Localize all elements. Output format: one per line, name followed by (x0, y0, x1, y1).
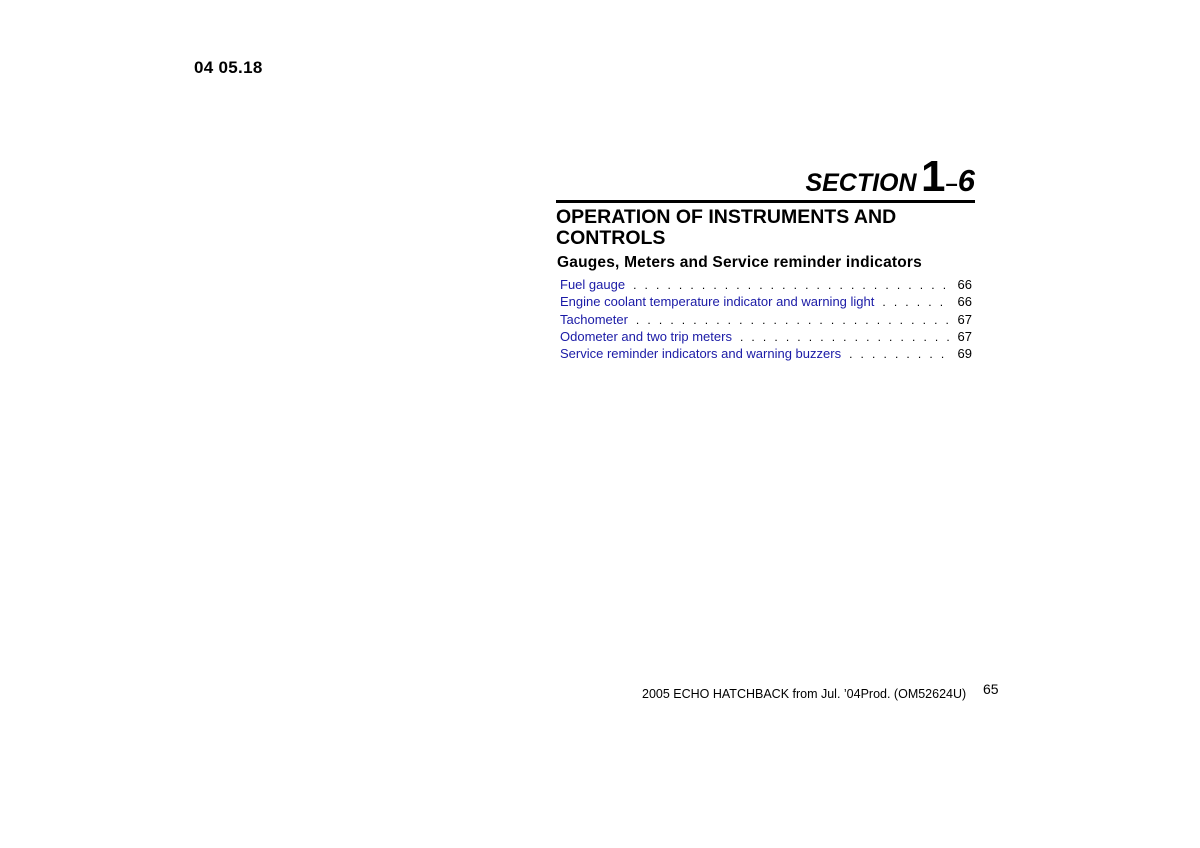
section-minor-number: 6 (957, 163, 975, 198)
toc-item-label[interactable]: Tachometer (560, 311, 628, 327)
toc-item-label[interactable]: Odometer and two trip meters (560, 328, 732, 344)
dot-leader (882, 295, 951, 309)
subsection-title: Gauges, Meters and Service reminder indicators (557, 254, 922, 271)
toc-item-service-reminder[interactable] (560, 346, 972, 363)
toc-item-page: 67 (957, 328, 972, 344)
footer-caption: 2005 ECHO HATCHBACK from Jul. ’04Prod. (OM52624U) (642, 687, 967, 701)
toc-item-label[interactable]: Fuel gauge (560, 277, 626, 292)
toc-item-page: 66 (957, 277, 972, 292)
dot-leader (740, 330, 952, 344)
table-of-contents (560, 277, 972, 363)
toc-item-page: 67 (957, 311, 972, 327)
section-dash: – (945, 171, 958, 196)
section-heading (556, 152, 975, 203)
dot-leader (636, 313, 952, 327)
section-major-number: 1 (921, 152, 946, 201)
toc-item-page: 66 (957, 294, 972, 310)
dot-leader (849, 347, 951, 361)
section-title: OPERATION OF INSTRUMENTS AND CONTROLS (556, 206, 897, 249)
toc-item-label[interactable]: Service reminder indicators and warning buzzers (560, 346, 842, 362)
toc-item-odometer[interactable] (560, 329, 972, 346)
toc-item-engine-coolant[interactable] (560, 294, 972, 311)
section-word: SECTION (805, 169, 917, 197)
toc-item-tachometer[interactable] (560, 312, 972, 329)
toc-item-fuel-gauge[interactable] (560, 277, 972, 294)
print-date: 04 05.18 (194, 58, 263, 77)
page-number: 65 (983, 681, 999, 697)
toc-item-label[interactable]: Engine coolant temperature indicator and warning light (560, 294, 875, 310)
dot-leader (633, 278, 951, 292)
toc-item-page: 69 (957, 346, 972, 362)
